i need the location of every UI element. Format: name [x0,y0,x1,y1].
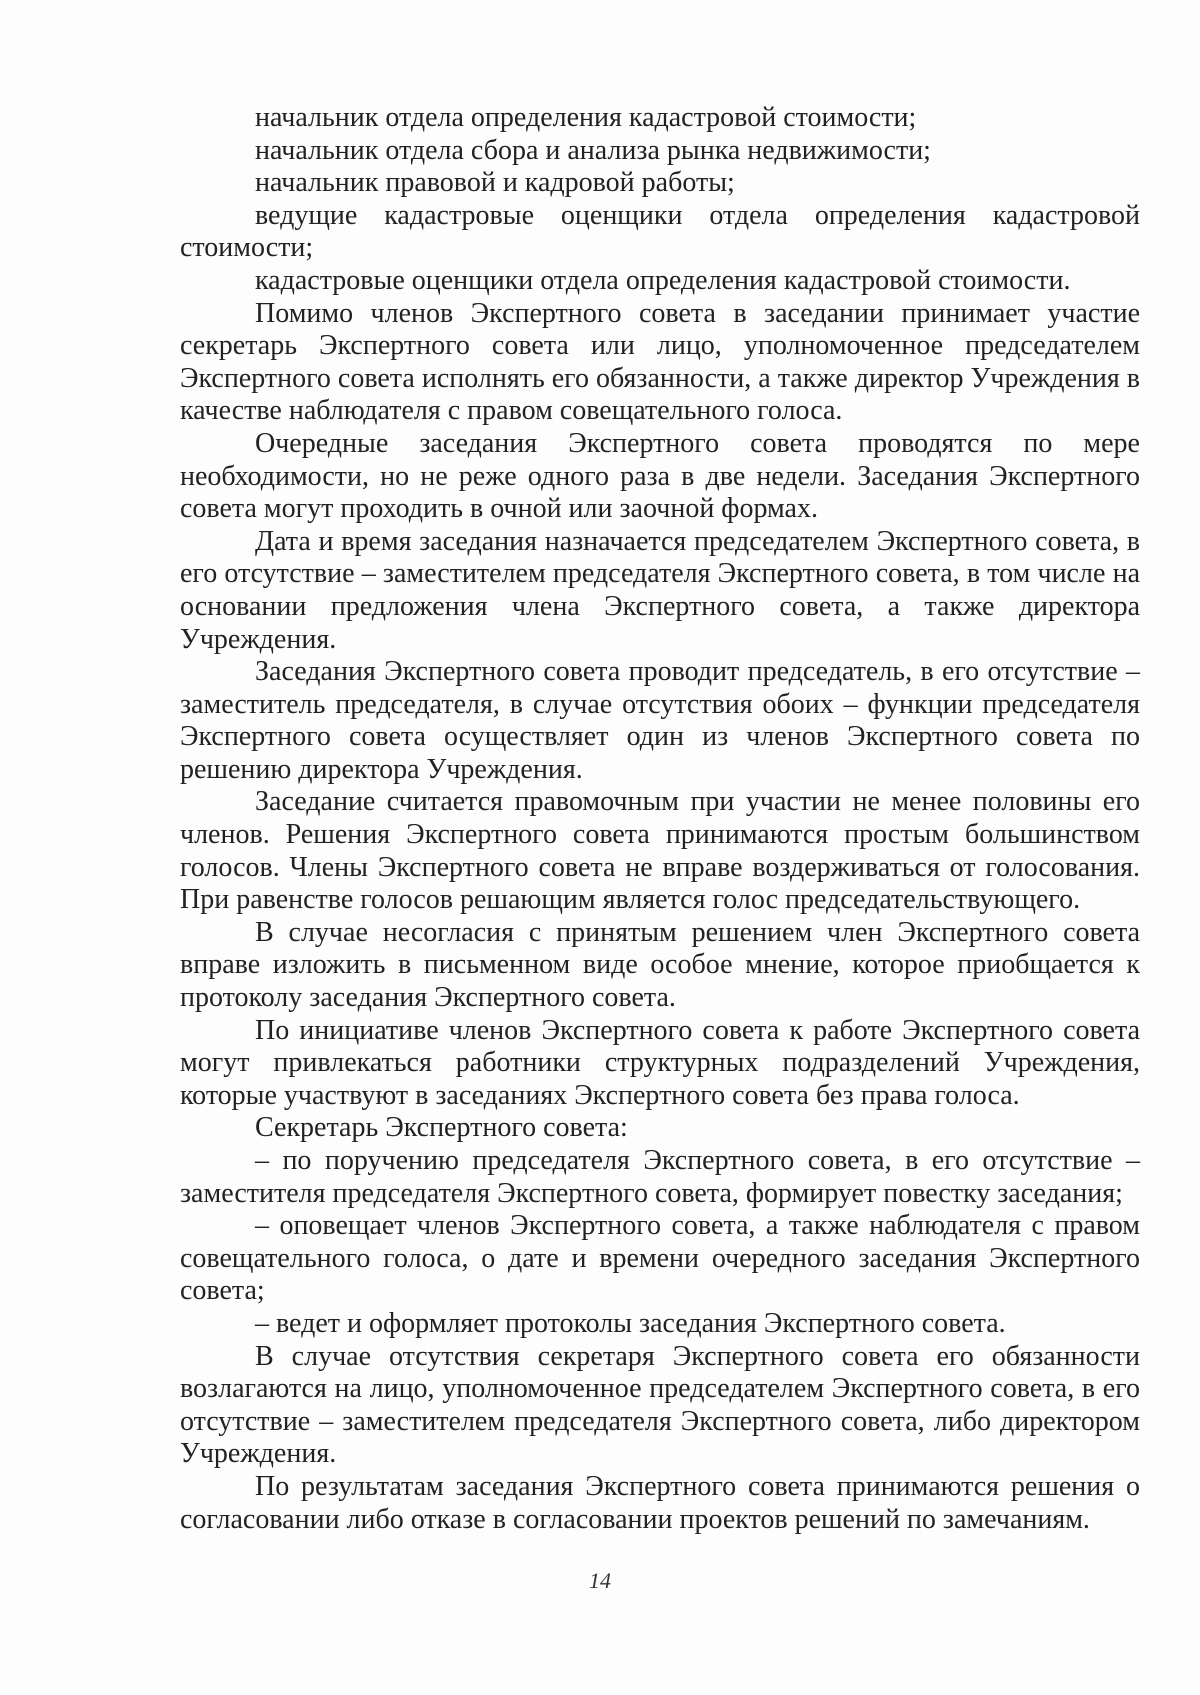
paragraph-5: кадастровые оценщики отдела определения кадастровой стоимости. [255,264,1071,296]
paragraph-2: начальник отдела сбора и анализа рынка недвижимости; [255,134,931,166]
paragraph-14: В случае отсутствия секретаря Экспертного совета его обязанности возлагаются на лицо, уполномоченное председателем Экспертного совета, в его отсутствие – заместителем председателя Экспертного совета, либо директором Учреждения. [180,1340,1140,1470]
paragraph-6: Помимо членов Экспертного совета в заседании принимает участие секретарь Экспертного совета или лицо, уполномоченное председателем Экспертного совета исполнять его обязанности, а также директор Учреждения в качестве наблюдателя с правом совещательного голоса. [180,297,1140,427]
paragraph-9: Заседания Экспертного совета проводит председатель, в его отсутствие – заместитель председателя, в случае отсутствия обоих – функции председателя Экспертного совета осуществляет один из членов Экспертного совета по решению директора Учреждения. [180,656,1140,785]
paragraph-10: Заседание считается правомочным при участии не менее половины его членов. Решения Экспертного совета принимаются простым большинством голосов. Члены Экспертного совета не вправе воздерживаться от голосования. При равенстве голосов решающим является голос председательствующего. [180,786,1140,916]
list-item-1: – по поручению председателя Экспертного совета, в его отсутствие – заместителя председателя Экспертного совета, формирует повестку заседания; [180,1145,1140,1209]
document-body [180,102,1140,1536]
paragraph-1: начальник отдела определения кадастровой стоимости; [255,102,917,133]
paragraph-4: ведущие кадастровые оценщики отдела определения кадастровой стоимости; [180,199,1140,264]
paragraph-13: Секретарь Экспертного совета: [255,1112,628,1144]
list-item-3: – ведет и оформляет протоколы заседания Экспертного совета. [255,1307,1006,1339]
paragraph-11: В случае несогласия с принятым решением член Экспертного совета вправе изложить в письменном виде особое мнение, которое приобщается к протоколу заседания Экспертного совета. [180,916,1140,1014]
list-item-2: – оповещает членов Экспертного совета, а также наблюдателя с правом совещательного голоса, о дате и времени очередного заседания Экспертного совета; [180,1210,1140,1307]
paragraph-8: Дата и время заседания назначается председателем Экспертного совета, в его отсутствие – заместителем председателя Экспертного совета, в том числе на основании предложения члена Экспертного совета, а также директора Учреждения. [180,525,1140,655]
paragraph-7: Очередные заседания Экспертного совета проводятся по мере необходимости, но не реже одного раза в две недели. Заседания Экспертного совета могут проходить в очной или заочной формах. [180,427,1140,525]
paragraph-12: По инициативе членов Экспертного совета к работе Экспертного совета могут привлекаться работники структурных подразделений Учреждения, которые участвуют в заседаниях Экспертного совета без права голоса. [180,1014,1140,1111]
page-number: 14 [589,1568,611,1593]
paragraph-3: начальник правовой и кадровой работы; [255,167,735,199]
paragraph-15: По результатам заседания Экспертного совета принимаются решения о согласовании либо отказе в согласовании проектов решений по замечаниям. [180,1470,1140,1535]
